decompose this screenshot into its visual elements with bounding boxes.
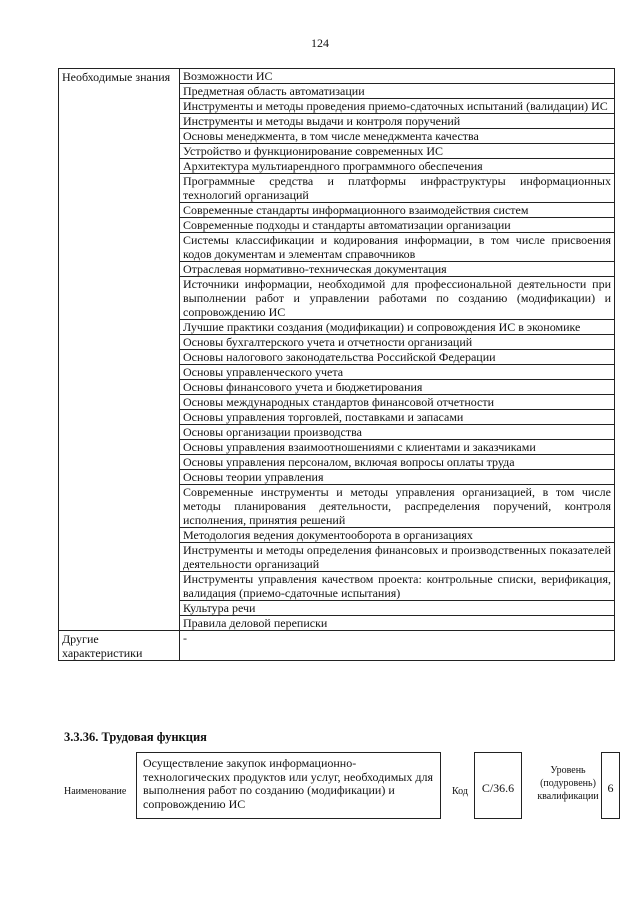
knowledge-item: Основы финансового учета и бюджетирования — [180, 380, 615, 395]
knowledge-item: Отраслевая нормативно-техническая документация — [180, 262, 615, 277]
knowledge-item: Инструменты и методы проведения приемо-сдаточных испытаний (валидации) ИС — [180, 99, 615, 114]
knowledge-item: Правила деловой переписки — [180, 616, 615, 631]
qualification-level-label: Уровень (подуровень) квалификации — [537, 765, 599, 802]
qualification-level-box: 6 — [601, 752, 620, 819]
table-row — [59, 631, 615, 661]
knowledge-item: Инструменты управления качеством проекта: контрольные списки, верификация, валидация (приемо-сдаточные испытания) — [180, 572, 615, 601]
other-characteristics-value: - — [180, 631, 615, 661]
knowledge-item: Основы управления персоналом, включая вопросы оплаты труда — [180, 455, 615, 470]
knowledge-item: Программные средства и платформы инфраструктуры информационных технологий организаций — [180, 174, 615, 203]
code-value-box: C/36.6 — [474, 752, 522, 819]
page-number: 124 — [311, 36, 329, 50]
knowledge-item: Основы управления торговлей, поставками и запасами — [180, 410, 615, 425]
knowledge-item: Методология ведения документооборота в организациях — [180, 528, 615, 543]
code-label: Код — [452, 786, 468, 797]
table-row — [59, 69, 615, 84]
knowledge-item: Системы классификации и кодирования информации, в том числе присвоения кодов документам и элементам справочников — [180, 233, 615, 262]
name-label: Наименование — [64, 786, 127, 797]
knowledge-item: Основы международных стандартов финансовой отчетности — [180, 395, 615, 410]
knowledge-item: Инструменты и методы выдачи и контроля поручений — [180, 114, 615, 129]
knowledge-item: Основы организации производства — [180, 425, 615, 440]
section-heading: 3.3.36. Трудовая функция — [64, 730, 207, 744]
knowledge-item: Современные инструменты и методы управления организацией, в том числе методы планирования деятельности, распределения поручений, контроля исполнения, принятия решений — [180, 485, 615, 528]
knowledge-item: Устройство и функционирование современных ИС — [180, 144, 615, 159]
knowledge-item: Возможности ИС — [180, 69, 615, 84]
knowledge-item: Основы управленческого учета — [180, 365, 615, 380]
knowledge-item: Основы бухгалтерского учета и отчетности организаций — [180, 335, 615, 350]
knowledge-item: Инструменты и методы определения финансовых и производственных показателей деятельности организаций — [180, 543, 615, 572]
knowledge-item: Основы менеджмента, в том числе менеджмента качества — [180, 129, 615, 144]
knowledge-item: Современные стандарты информационного взаимодействия систем — [180, 203, 615, 218]
function-name-box: Осуществление закупок информационно-технологических продуктов или услуг, необходимых для выполнения работ по созданию (модификации) и сопровождению ИС — [136, 752, 441, 819]
knowledge-item: Лучшие практики создания (модификации) и сопровождения ИС в экономике — [180, 320, 615, 335]
knowledge-item: Культура речи — [180, 601, 615, 616]
knowledge-table-body — [59, 69, 615, 661]
labor-function-row — [60, 752, 620, 822]
knowledge-item: Основы налогового законодательства Российской Федерации — [180, 350, 615, 365]
knowledge-item: Основы теории управления — [180, 470, 615, 485]
knowledge-label: Необходимые знания — [59, 69, 180, 631]
knowledge-item: Архитектура мультиарендного программного обеспечения — [180, 159, 615, 174]
knowledge-table — [58, 68, 615, 661]
knowledge-item: Современные подходы и стандарты автоматизации организации — [180, 218, 615, 233]
other-characteristics-label: Другие характеристики — [59, 631, 180, 661]
knowledge-item: Основы управления взаимоотношениями с клиентами и заказчиками — [180, 440, 615, 455]
knowledge-item: Предметная область автоматизации — [180, 84, 615, 99]
knowledge-item: Источники информации, необходимой для профессиональной деятельности при выполнении работ и управлении работами по созданию (модификации) и сопровождению ИС — [180, 277, 615, 320]
